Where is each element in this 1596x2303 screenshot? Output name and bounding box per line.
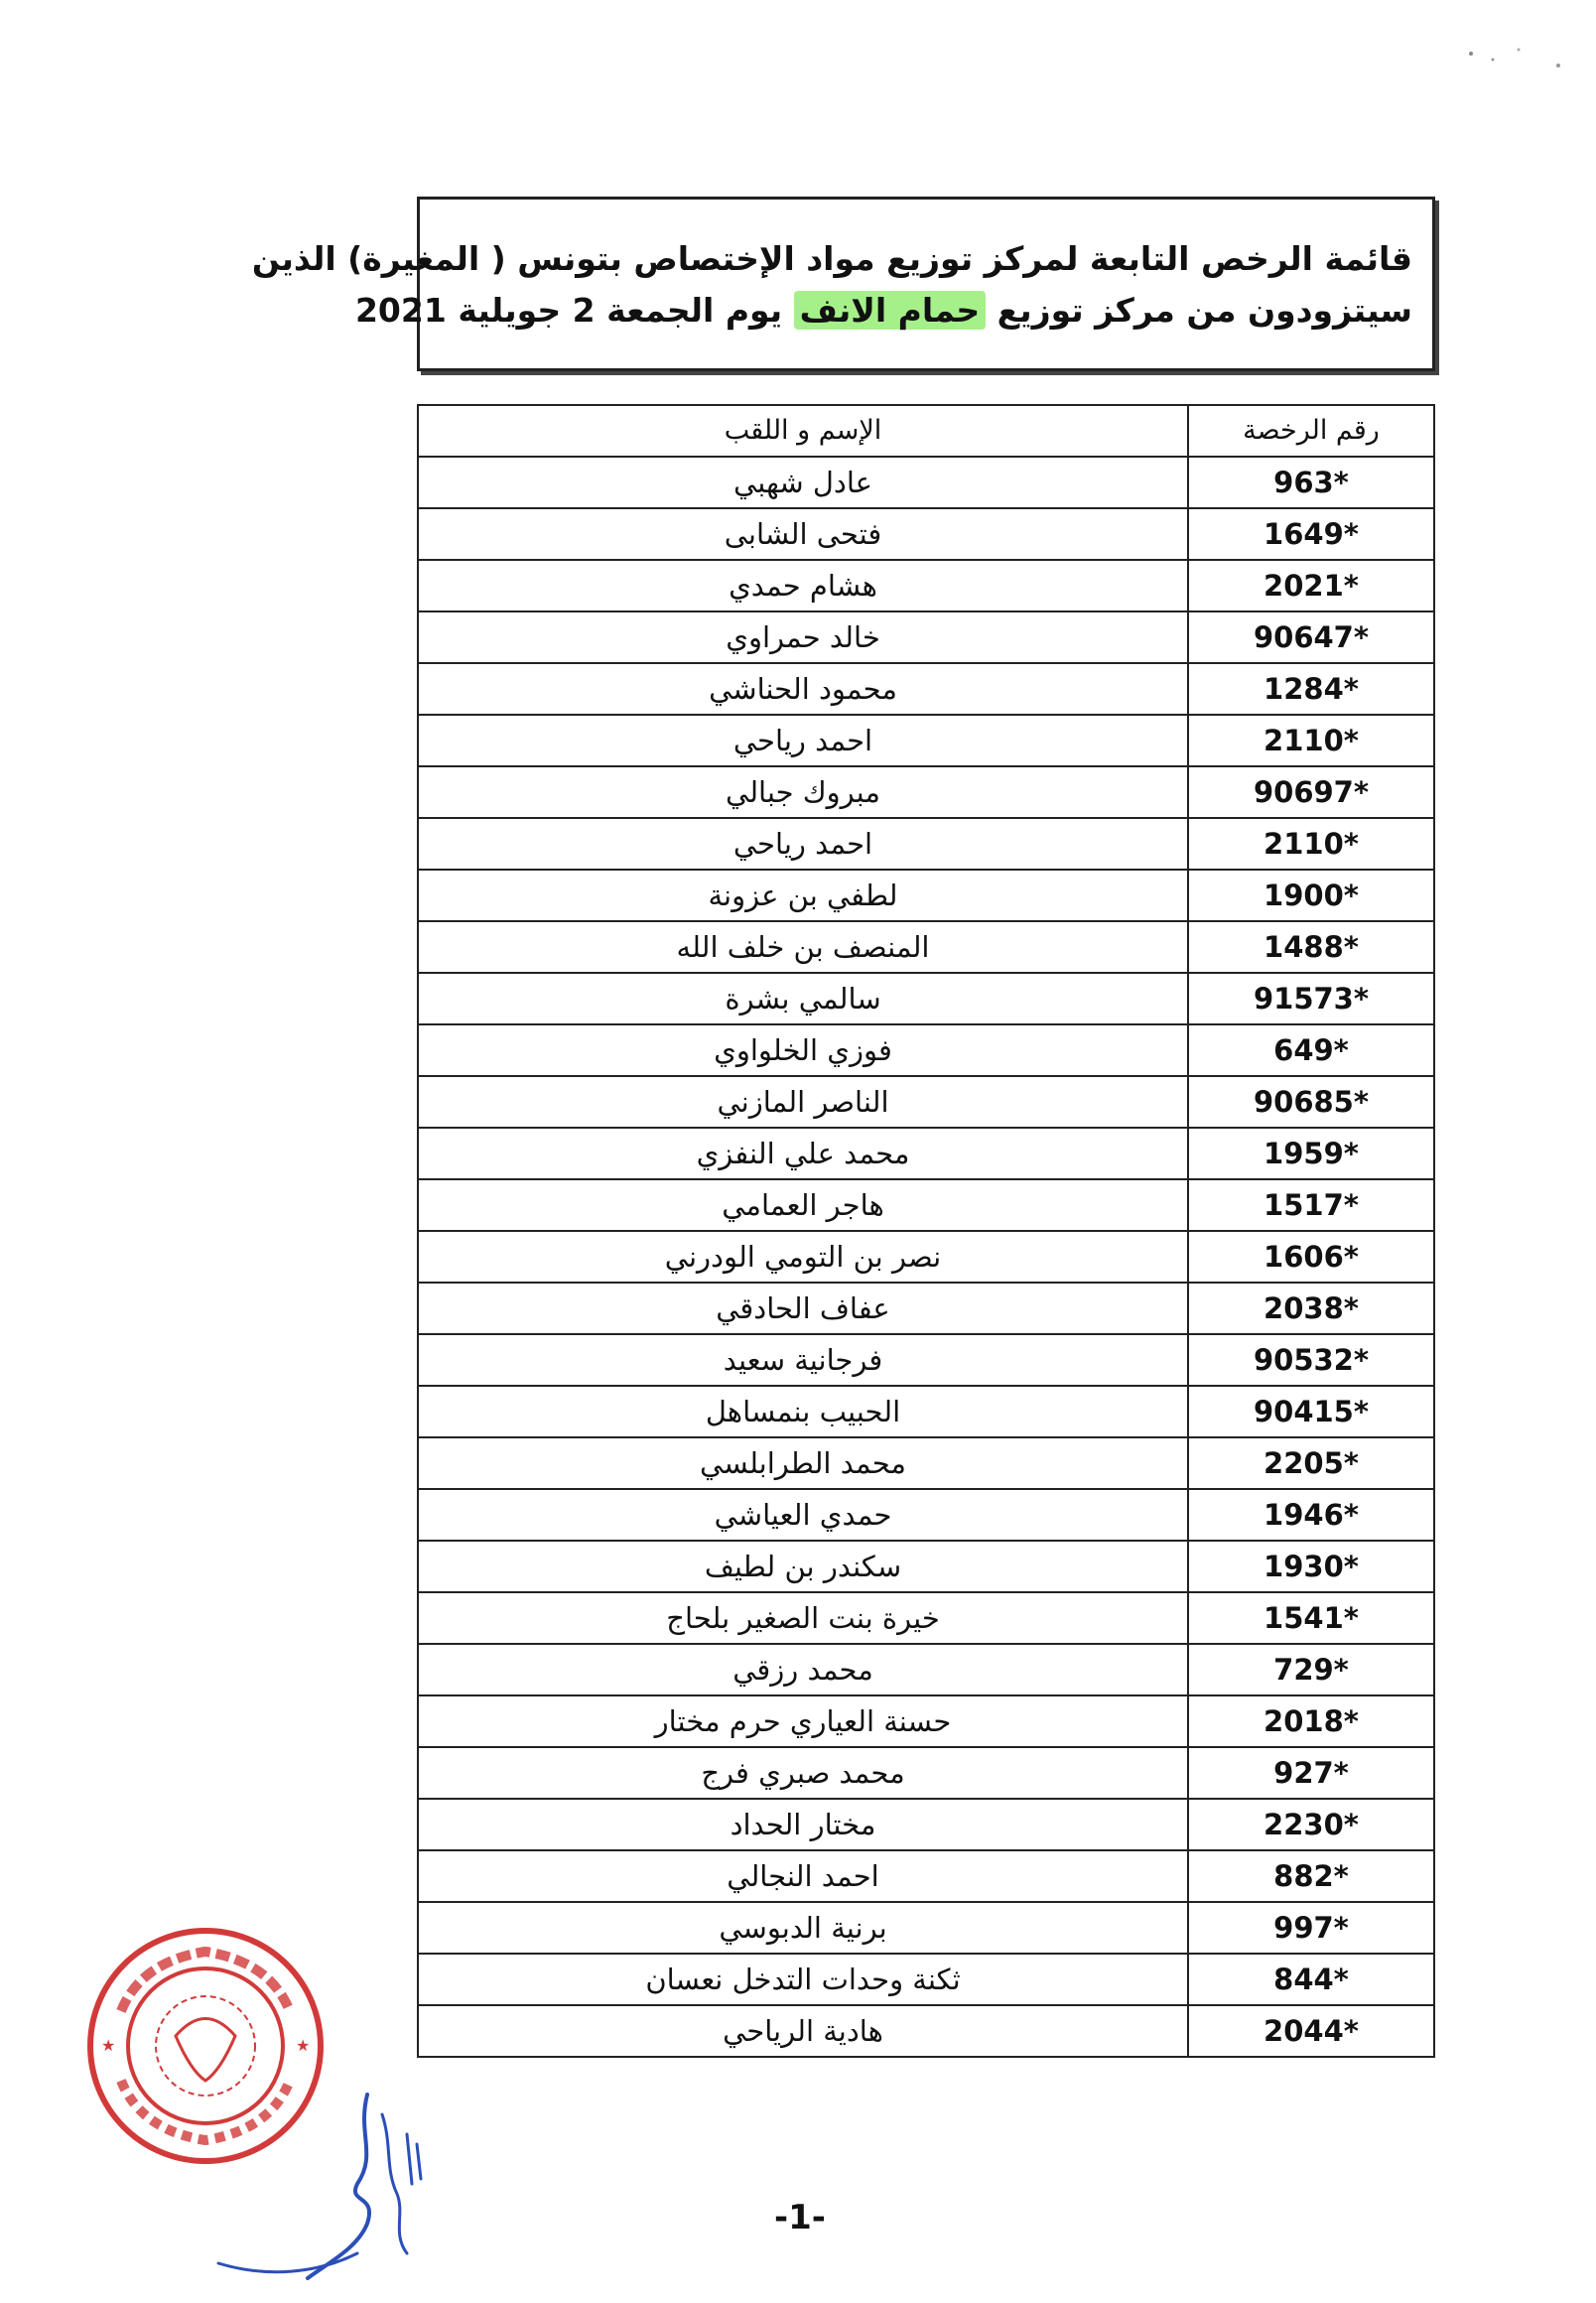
license-number-cell: 997* — [1188, 1902, 1434, 1954]
license-number-cell: 90532* — [1188, 1334, 1434, 1386]
table-row — [418, 1541, 1434, 1592]
table-header-row — [418, 405, 1434, 457]
page-number: -1- — [774, 2198, 826, 2237]
svg-text:★: ★ — [101, 2036, 116, 2055]
holder-name-cell: احمد رياحي — [418, 715, 1188, 766]
license-number-cell: 2110* — [1188, 818, 1434, 870]
table-row — [418, 1695, 1434, 1747]
document-title-box — [251, 197, 1435, 371]
holder-name-cell: احمد النجالي — [418, 1850, 1188, 1902]
table-row — [418, 2005, 1434, 2057]
table-row — [418, 1179, 1434, 1231]
holder-name-cell: حسنة العياري حرم مختار — [418, 1695, 1188, 1747]
holder-name-cell: فوزي الخلواوي — [418, 1024, 1188, 1076]
table-row — [418, 611, 1434, 663]
license-number-cell: 1488* — [1188, 921, 1434, 973]
table-row — [418, 1644, 1434, 1695]
license-number-cell: 1517* — [1188, 1179, 1434, 1231]
holder-name-cell: هادية الرياحي — [418, 2005, 1188, 2057]
holder-name-cell: عفاف الحادقي — [418, 1283, 1188, 1334]
license-number-cell: 2038* — [1188, 1283, 1434, 1334]
table-row — [418, 1334, 1434, 1386]
holder-name-cell: سالمي بشرة — [418, 973, 1188, 1024]
holder-name-cell: خالد حمراوي — [418, 611, 1188, 663]
table-row — [418, 1024, 1434, 1076]
table-row — [418, 766, 1434, 818]
holder-name-cell: برنية الدبوسي — [418, 1902, 1188, 1954]
table-row — [418, 1747, 1434, 1799]
license-number-cell: 90415* — [1188, 1386, 1434, 1437]
table-row — [418, 1902, 1434, 1954]
license-number-cell: 1900* — [1188, 870, 1434, 921]
svg-text:★: ★ — [296, 2036, 311, 2055]
title-line-2 — [354, 285, 1412, 337]
table-row — [418, 1489, 1434, 1541]
license-number-cell: 2044* — [1188, 2005, 1434, 2057]
table-row — [418, 870, 1434, 921]
table-row — [418, 663, 1434, 715]
license-number-cell: 927* — [1188, 1747, 1434, 1799]
license-number-cell: 1541* — [1188, 1592, 1434, 1644]
license-number-cell: 1284* — [1188, 663, 1434, 715]
license-number-cell: 2021* — [1188, 560, 1434, 611]
holder-name-cell: فرجانية سعيد — [418, 1334, 1188, 1386]
license-number-cell: 90647* — [1188, 611, 1434, 663]
license-number-cell: 729* — [1188, 1644, 1434, 1695]
license-table — [417, 404, 1435, 2058]
holder-name-cell: محمود الحناشي — [418, 663, 1188, 715]
table-row — [418, 715, 1434, 766]
column-header-license: رقم الرخصة — [1188, 405, 1434, 457]
holder-name-cell: سكندر بن لطيف — [418, 1541, 1188, 1592]
license-number-cell: 844* — [1188, 1954, 1434, 2005]
highlighted-location: حمام الانف — [794, 291, 987, 330]
holder-name-cell: محمد الطرابلسي — [418, 1437, 1188, 1489]
holder-name-cell: مبروك جبالي — [418, 766, 1188, 818]
scan-specks — [1459, 40, 1578, 79]
table-row — [418, 1437, 1434, 1489]
holder-name-cell: عادل شهبي — [418, 457, 1188, 508]
license-number-cell: 882* — [1188, 1850, 1434, 1902]
table-row — [418, 457, 1434, 508]
holder-name-cell: محمد علي النفزي — [418, 1128, 1188, 1179]
holder-name-cell: الناصر المازني — [418, 1076, 1188, 1128]
column-header-name: الإسم و اللقب — [418, 405, 1188, 457]
license-number-cell: 90685* — [1188, 1076, 1434, 1128]
table-row — [418, 921, 1434, 973]
holder-name-cell: محمد صبري فرج — [418, 1747, 1188, 1799]
table-row — [418, 560, 1434, 611]
holder-name-cell: احمد رياحي — [418, 818, 1188, 870]
license-number-cell: 1946* — [1188, 1489, 1434, 1541]
table-row — [418, 973, 1434, 1024]
holder-name-cell: نصر بن التومي الودرني — [418, 1231, 1188, 1283]
license-number-cell: 1649* — [1188, 508, 1434, 560]
table-row — [418, 508, 1434, 560]
table-row — [418, 1283, 1434, 1334]
holder-name-cell: هاجر العمامي — [418, 1179, 1188, 1231]
license-number-cell: 2205* — [1188, 1437, 1434, 1489]
holder-name-cell: المنصف بن خلف الله — [418, 921, 1188, 973]
license-number-cell: 2110* — [1188, 715, 1434, 766]
license-number-cell: 963* — [1188, 457, 1434, 508]
handwritten-signature — [208, 2075, 437, 2303]
holder-name-cell: محمد رزقي — [418, 1644, 1188, 1695]
holder-name-cell: مختار الحداد — [418, 1799, 1188, 1850]
table-row — [418, 1076, 1434, 1128]
table-row — [418, 1386, 1434, 1437]
table-row — [418, 1128, 1434, 1179]
table-row — [418, 818, 1434, 870]
title-line-2-date: يوم الجمعة 2 جويلية 2021 — [354, 291, 783, 330]
holder-name-cell: حمدي العياشي — [418, 1489, 1188, 1541]
table-row — [418, 1799, 1434, 1850]
table-row — [418, 1850, 1434, 1902]
license-number-cell: 91573* — [1188, 973, 1434, 1024]
license-number-cell: 2230* — [1188, 1799, 1434, 1850]
table-row — [418, 1954, 1434, 2005]
license-number-cell: 1959* — [1188, 1128, 1434, 1179]
license-number-cell: 649* — [1188, 1024, 1434, 1076]
license-number-cell: 1930* — [1188, 1541, 1434, 1592]
license-number-cell: 1606* — [1188, 1231, 1434, 1283]
license-number-cell: 2018* — [1188, 1695, 1434, 1747]
title-line-2-start: سيتزودون من مركز توزيع — [997, 291, 1412, 330]
holder-name-cell: فتحى الشابى — [418, 508, 1188, 560]
table-row — [418, 1592, 1434, 1644]
holder-name-cell: لطفي بن عزونة — [418, 870, 1188, 921]
license-number-cell: 90697* — [1188, 766, 1434, 818]
title-line-1: قائمة الرخص التابعة لمركز توزيع مواد الإختصاص بتونس ( المغيرة) الذين — [251, 239, 1412, 278]
holder-name-cell: هشام حمدي — [418, 560, 1188, 611]
holder-name-cell: خيرة بنت الصغير بلحاج — [418, 1592, 1188, 1644]
holder-name-cell: ثكنة وحدات التدخل نعسان — [418, 1954, 1188, 2005]
holder-name-cell: الحبيب بنمساهل — [418, 1386, 1188, 1437]
table-row — [418, 1231, 1434, 1283]
